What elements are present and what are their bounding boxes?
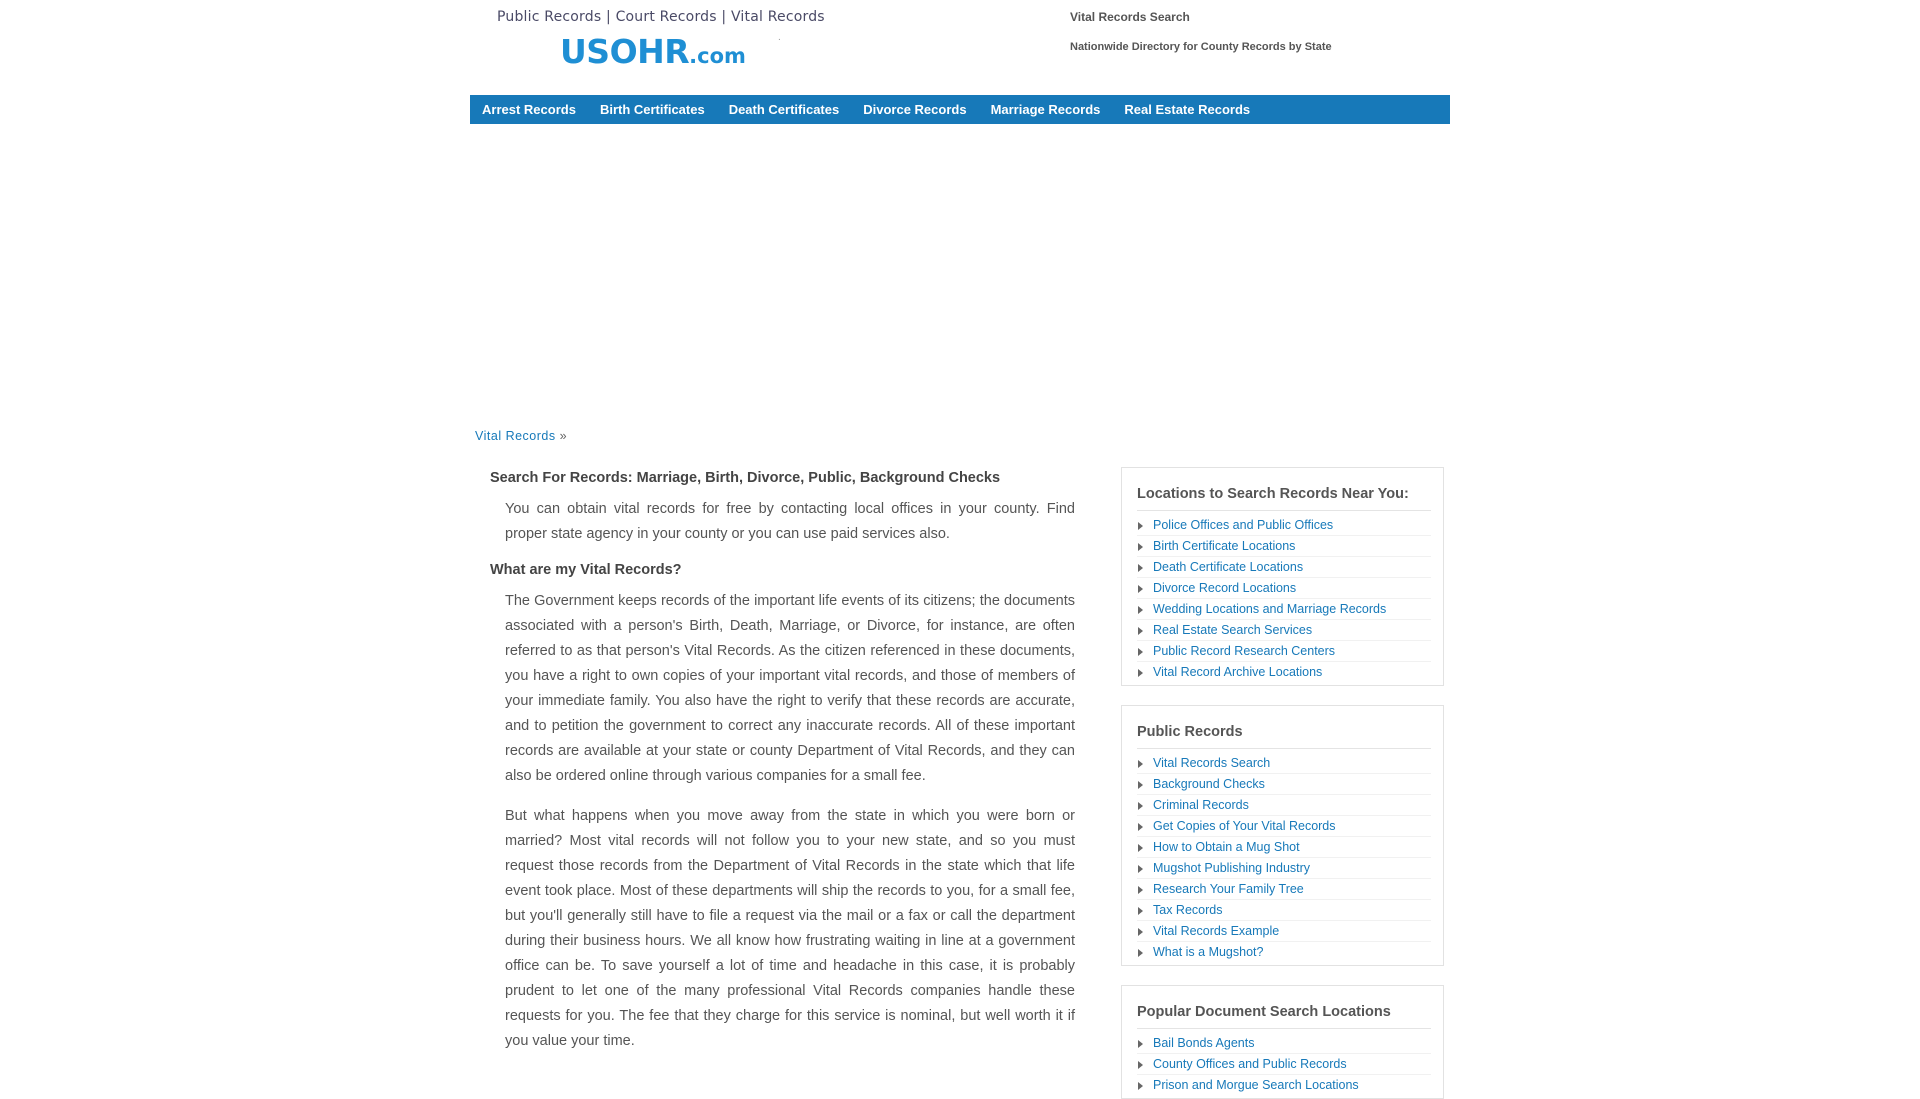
list-item (1137, 900, 1431, 921)
link-what-is-mugshot[interactable]: What is a Mugshot? (1153, 945, 1264, 959)
link-county-offices[interactable]: County Offices and Public Records (1153, 1057, 1347, 1071)
link-wedding-locations[interactable]: Wedding Locations and Marriage Records (1153, 602, 1387, 616)
link-vital-records-example[interactable]: Vital Records Example (1153, 924, 1280, 938)
popular-locations-list (1137, 1033, 1431, 1098)
link-public-record-research[interactable]: Public Record Research Centers (1153, 644, 1336, 658)
triangle-bullet-icon (1138, 928, 1143, 936)
site-title[interactable]: Vital Records Search (1070, 10, 1190, 24)
list-item (1137, 641, 1431, 662)
list-item (1137, 921, 1431, 942)
link-death-certificate-locations[interactable]: Death Certificate Locations (1153, 560, 1304, 574)
link-criminal-records[interactable]: Criminal Records (1153, 798, 1249, 812)
list-item (1137, 942, 1431, 962)
link-police-offices[interactable]: Police Offices and Public Offices (1153, 518, 1334, 532)
list-item (1137, 515, 1431, 536)
list-item (1137, 1075, 1431, 1095)
triangle-bullet-icon (1138, 606, 1143, 614)
list-item (1137, 816, 1431, 837)
paragraph-intro: You can obtain vital records for free by contacting local offices in your county. Find proper state agency in your county or you can use paid services also. (505, 501, 1075, 542)
triangle-bullet-icon (1138, 844, 1143, 852)
link-mugshot-publishing[interactable]: Mugshot Publishing Industry (1153, 861, 1311, 875)
triangle-bullet-icon (1138, 865, 1143, 873)
link-family-tree[interactable]: Research Your Family Tree (1153, 882, 1304, 896)
link-background-checks[interactable]: Background Checks (1153, 777, 1265, 791)
site-description: Nationwide Directory for County Records by State (1070, 41, 1332, 53)
list-item (1137, 879, 1431, 900)
breadcrumb-link-vital-records[interactable]: Vital Records (475, 429, 556, 443)
nav-item-arrest-records[interactable]: Arrest Records (482, 102, 576, 117)
widget-locations (1121, 467, 1444, 686)
list-item (1137, 599, 1431, 620)
logo-suffix-text: .com (689, 44, 746, 68)
main-content (490, 470, 1075, 1054)
list-item (1137, 1054, 1431, 1075)
link-vital-records-search[interactable]: Vital Records Search (1153, 756, 1271, 770)
list-item (1137, 578, 1431, 599)
list-item (1137, 536, 1431, 557)
list-item (1137, 774, 1431, 795)
triangle-bullet-icon (1138, 564, 1143, 572)
link-birth-certificate-locations[interactable]: Birth Certificate Locations (1153, 539, 1296, 553)
link-get-copies[interactable]: Get Copies of Your Vital Records (1153, 819, 1336, 833)
triangle-bullet-icon (1138, 760, 1143, 768)
list-item (1137, 1033, 1431, 1054)
link-bail-bonds[interactable]: Bail Bonds Agents (1153, 1036, 1255, 1050)
list-item (1137, 858, 1431, 879)
nav-item-birth-certificates[interactable]: Birth Certificates (599, 102, 705, 117)
breadcrumb-separator: » (559, 429, 568, 443)
triangle-bullet-icon (1138, 886, 1143, 894)
widget-title-locations: Locations to Search Records Near You: (1137, 468, 1431, 511)
list-item (1137, 662, 1431, 682)
list-item (1137, 795, 1431, 816)
link-vital-record-archive[interactable]: Vital Record Archive Locations (1153, 665, 1323, 679)
triangle-bullet-icon (1138, 907, 1143, 915)
nav-item-marriage-records[interactable]: Marriage Records (990, 102, 1101, 117)
logo-main-text: USOHR (560, 32, 690, 71)
triangle-bullet-icon (1138, 949, 1143, 957)
breadcrumb (475, 429, 567, 443)
widget-public-records (1121, 705, 1444, 966)
list-item (1137, 753, 1431, 774)
triangle-bullet-icon (1138, 802, 1143, 810)
triangle-bullet-icon (1138, 648, 1143, 656)
heading-search-for-records: Search For Records: Marriage, Birth, Divorce, Public, Background Checks (490, 470, 1001, 486)
list-item (1137, 557, 1431, 578)
link-tax-records[interactable]: Tax Records (1153, 903, 1223, 917)
nav-item-divorce-records[interactable]: Divorce Records (863, 102, 967, 117)
page-wrapper (470, 0, 1450, 1092)
list-item (1137, 837, 1431, 858)
paragraph-moving-away: But what happens when you move away from the state in which you were born or married? Most vital records will not follow you to your new state, and so you must request those records from the Department of Vital Records in the state which that life event took place. Most of these departments will ship the records to you, for a small fee, but you'll generally still have to file a request via the mail or a fax or call the department during their business hours. We all know how frustrating waiting in line at a government office can be. To save yourself a lot of time and headache in this case, it is probably prudent to let one of the many professional Vital Records companies handle these requests for you. The fee that they charge for this service is nominal, but well worth it if you value your time. (505, 808, 1075, 1049)
heading-what-are-vital-records: What are my Vital Records? (490, 562, 682, 578)
widget-title-popular: Popular Document Search Locations (1137, 986, 1431, 1029)
triangle-bullet-icon (1138, 781, 1143, 789)
triangle-bullet-icon (1138, 522, 1143, 530)
link-real-estate-search[interactable]: Real Estate Search Services (1153, 623, 1313, 637)
widget-title-public-records: Public Records (1137, 706, 1431, 749)
logo-dot: . (778, 32, 781, 43)
site-logo[interactable] (560, 32, 746, 71)
header-tagline: Public Records | Court Records | Vital Records (497, 9, 825, 25)
triangle-bullet-icon (1138, 627, 1143, 635)
link-obtain-mug-shot[interactable]: How to Obtain a Mug Shot (1153, 840, 1300, 854)
public-records-list (1137, 753, 1431, 965)
widget-popular-locations (1121, 985, 1444, 1099)
triangle-bullet-icon (1138, 1040, 1143, 1048)
nav-item-real-estate-records[interactable]: Real Estate Records (1124, 102, 1251, 117)
triangle-bullet-icon (1138, 1082, 1143, 1090)
list-item (1137, 620, 1431, 641)
triangle-bullet-icon (1138, 543, 1143, 551)
locations-list (1137, 515, 1431, 685)
link-prison-morgue[interactable]: Prison and Morgue Search Locations (1153, 1078, 1359, 1092)
triangle-bullet-icon (1138, 669, 1143, 677)
link-divorce-record-locations[interactable]: Divorce Record Locations (1153, 581, 1297, 595)
nav-item-death-certificates[interactable]: Death Certificates (728, 102, 840, 117)
triangle-bullet-icon (1138, 823, 1143, 831)
paragraph-vital-records-explained: The Government keeps records of the important life events of its citizens; the documents associated with a person's Birth, Death, Marriage, or Divorce, for instance, are often referred to as that person's Vital Records. As the citizen referenced in these documents, you have a right to own copies of your important vital records, and those of members of your immediate family. You also have the right to verify that these records are accurate, and to petition the government to correct any inaccurate records. All of these important records are available at your state or county Department of Vital Records, and they can also be ordered online through various companies for a small fee. (505, 593, 1075, 784)
main-nav (470, 95, 1450, 124)
triangle-bullet-icon (1138, 1061, 1143, 1069)
triangle-bullet-icon (1138, 585, 1143, 593)
